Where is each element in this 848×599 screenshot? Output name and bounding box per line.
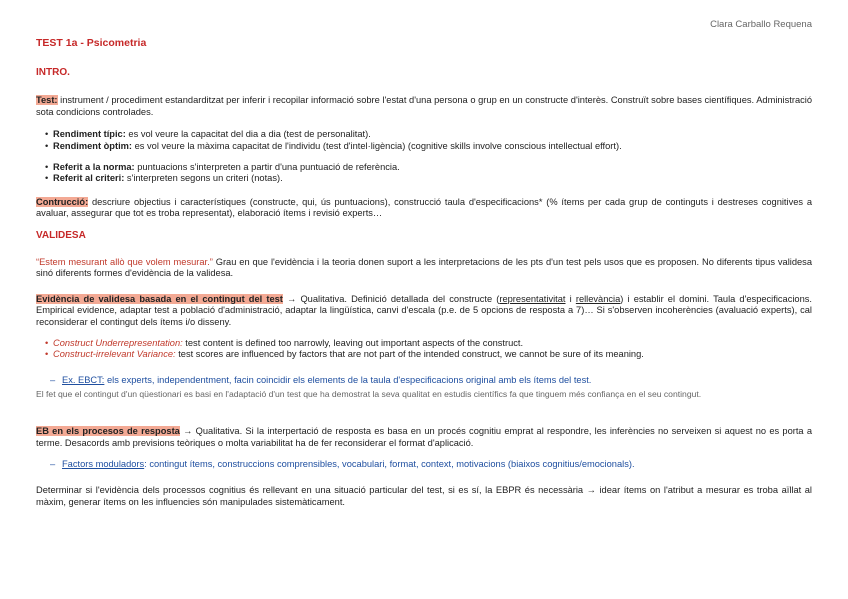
- list-item-text: s'interpreten segons un criteri (notas).: [124, 173, 283, 184]
- resposta-text: → Qualitativa. Si la interpertació de resposta es basa en un procés cognitiu emprat al respondre, les inferències no serveixen si aquest no es porta a terme. Desacords amb previsions teòriques o molta variabilitat ha de fer reconsiderar el format d'aplicació.: [36, 426, 812, 448]
- list-item-text: es vol veure la màxima capacitat de l'individu (test d'intel·ligència) (cognitive skills involve conscious intellectual effort).: [132, 140, 622, 151]
- list-item-label: Construct-irrelevant Variance:: [53, 349, 176, 360]
- validesa-quote: “Estem mesurant allò que volem mesurar.”: [36, 256, 213, 267]
- construccio-label: Contrucció:: [36, 196, 89, 207]
- list-item-label: Construct Underrepresentation:: [53, 337, 183, 348]
- factors-list: [36, 459, 812, 471]
- contingut-paragraph: [36, 294, 812, 329]
- contingut-note: El fet que el contingut d'un qüestionari es basi en l'adaptació d'un test que ha demostrat la seva qualitat en estudis científics fa que tinguem més confiança en el seu contingut.: [36, 389, 702, 400]
- validesa-definition: [36, 257, 812, 280]
- list-item-label: Referit al criteri:: [53, 173, 125, 184]
- test-label: Test:: [36, 95, 58, 106]
- list-item: [36, 349, 812, 361]
- resposta-paragraph: [36, 426, 812, 449]
- validesa-text: Grau en que l'evidència i la teoria donen suport a les interpretacions de les pts d'un test pels usos que es proposen. No diferents tipus validesa sinó diferents formes d'evidència de la validesa.: [36, 256, 812, 279]
- list-item: [36, 459, 812, 471]
- contingut-arrow-text: → Qualitativa. Definició detallada del constructe (: [282, 293, 500, 304]
- list-item-label: Rendiment típic:: [53, 129, 126, 140]
- example-text: els experts, independentment, facin coincidir els elements de la taula d'especificacions original amb els ítems del test.: [104, 374, 592, 385]
- list-item-label: Referit a la norma:: [53, 161, 135, 172]
- document-body: [36, 38, 812, 508]
- contingut-mid-text: i: [565, 293, 576, 304]
- example-label: Ex. EBCT:: [62, 374, 105, 385]
- test-definition: [36, 95, 812, 118]
- referit-list: [36, 162, 812, 185]
- author-name: Clara Carballo Requena: [710, 19, 812, 30]
- list-item-text: es vol veure la capacitat del dia a dia (test de personalitat).: [125, 129, 371, 140]
- list-item-text: test scores are influenced by factors that are not part of the intended construct, we cannot be sure of its meaning.: [175, 349, 644, 360]
- list-item-text: puntuacions s'interpreten a partir d'una puntuació de referència.: [134, 161, 400, 172]
- factors-label: Factors moduladors: [62, 459, 145, 470]
- construccio-paragraph: [36, 197, 812, 220]
- test-text: instrument / procediment estandarditzat per inferir i recopilar informació sobre l'estat d'una persona o grup en un constructe d'interès. Construït sobre bases científiques. Administració sota condicions controlades.: [36, 95, 812, 117]
- list-item: [36, 129, 812, 141]
- list-item: [36, 141, 812, 153]
- document-title: TEST 1a - Psicometria: [36, 37, 147, 49]
- list-item: [36, 375, 812, 387]
- representativitat-term: representativitat: [499, 293, 566, 304]
- contingut-label: Evidència de validesa basada en el contingut del test: [36, 293, 283, 304]
- list-item: [36, 338, 812, 350]
- rellevancia-term: rellevància: [575, 293, 621, 304]
- rendiment-list: [36, 129, 812, 152]
- contingut-rest-text: ) i establir el domini. Taula d'especificacions. Empirical evidence, adaptar test a població d'administració, adaptar la lingüística, canvi d'escala (p.e. de 5 opcions de resposta a 7)… Si s'observen incoherències (avaluació experts), cal reconsiderar el contingut dels ítems i/o disseny.: [36, 293, 813, 327]
- list-item: [36, 162, 812, 174]
- construccio-text: descriure objectius i característiques (constructe, qui, ús puntuacions), construcció taula d'especificacions* (% ítems per cada grup de continguts i destreses cognitives a avaluar, assegurar que tot es troba representat), elaboració ítems i revisió experts…: [36, 196, 812, 219]
- list-item-text: test content is defined too narrowly, leaving out important aspects of the construct.: [182, 337, 524, 348]
- intro-heading: INTRO.: [36, 66, 70, 78]
- construct-list: [36, 338, 812, 361]
- factors-text: : contingut ítems, construccions comprensibles, vocabulari, format, context, motivacions (biaixos cognitius/emocionals).: [144, 459, 635, 470]
- list-item: [36, 173, 812, 185]
- list-item-label: Rendiment òptim:: [53, 140, 133, 151]
- validesa-heading: VALIDESA: [36, 229, 86, 241]
- example-list: [36, 375, 812, 387]
- resposta-label: EB en els procesos de resposta: [36, 426, 180, 437]
- resposta-final-paragraph: Determinar si l'evidència dels processos cognitius és rellevant en una situació particular del test, si es sí, la EBPR és necessària → idear ítems on l'atribut a mesurar es troba aïllat al màxim, generar ítems on les influencies són manipulades sistemàticament.: [36, 485, 812, 507]
